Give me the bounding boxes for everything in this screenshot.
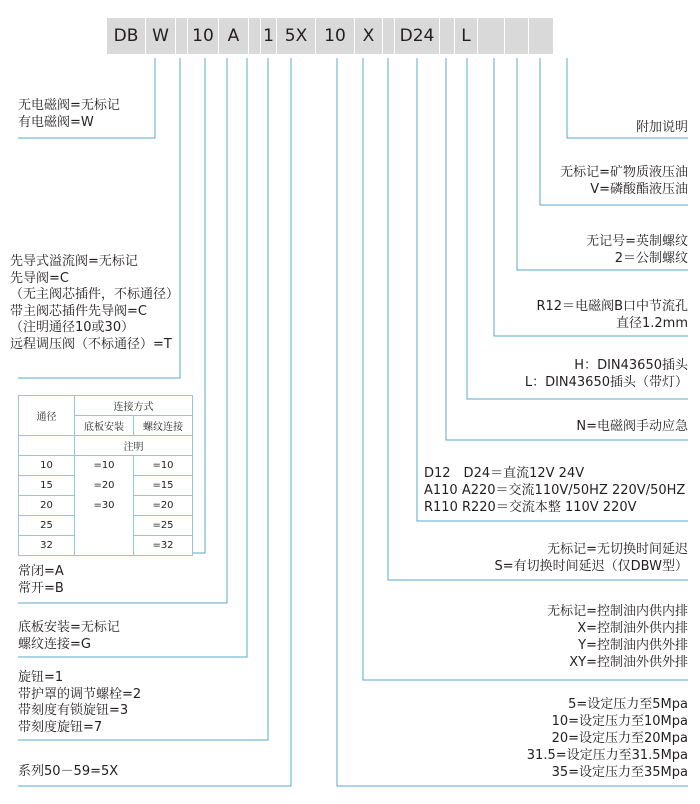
voltage-rect: R110 R220＝交流本整 110V 220V (424, 500, 637, 515)
adjust-bolt: 带护罩的调节螺栓=2 (18, 687, 142, 702)
voltage-ac: A110 A220＝交流110V/50HZ 220V/50HZ (424, 483, 686, 498)
table-header-thread: 螺纹连接 (134, 416, 193, 436)
code-box-db: DB (107, 18, 145, 54)
thread-metric: 2＝公制螺纹 (614, 251, 688, 266)
diameter-table (18, 395, 193, 556)
mount-thread: 螺纹连接=G (18, 637, 91, 652)
pressure-35: 35=设定压力至35Mpa (551, 765, 688, 780)
pilot-internal: 无标记=控制油内供内排 (547, 604, 688, 619)
adjust-lock: 带刻度有锁旋钮=3 (18, 703, 129, 718)
pilot-x: X=控制油外供内排 (577, 621, 688, 636)
thread-imperial: 无记号=英制螺纹 (586, 234, 688, 249)
solenoid-w: 有电磁阀=W (18, 115, 94, 130)
pressure-5: 5=设定压力至5Mpa (568, 697, 688, 712)
table-header-connection: 连接方式 (75, 396, 193, 416)
type-note-1: （无主阀芯插件，不标通径） (10, 287, 180, 302)
delay-none: 无标记=无切换时间延迟 (547, 542, 688, 557)
plug-l: L：DIN43650插头（带灯） (524, 375, 688, 390)
pressure-31-5: 31.5=设定压力至31.5Mpa (526, 748, 688, 763)
code-box-1: 1 (261, 18, 276, 54)
adjust-knob: 旋钮=1 (18, 670, 64, 685)
plug-h: H：DIN43650插头 (574, 358, 688, 373)
delay-s: S=有切换时间延迟（仅DBW型） (494, 559, 688, 574)
table-header-plate: 底板安装 (75, 416, 134, 436)
table-row: 10 =10 =10 (19, 456, 193, 476)
table-row: 15 =20 =15 (19, 476, 193, 496)
extra-note: 附加说明 (635, 120, 688, 135)
normally-closed: 常闭=A (18, 564, 64, 579)
type-pilot-valve: 先导阀=C (10, 271, 69, 286)
code-box-d24: D24 (395, 18, 439, 54)
orifice-diameter: 直径1.2mm (615, 316, 688, 331)
pressure-10: 10=设定压力至10Mpa (551, 714, 688, 729)
table-row: 25 =25 (19, 516, 193, 536)
series: 系列50－59=5X (18, 764, 119, 779)
line-plug (467, 58, 688, 399)
table-header-note: 注明 (75, 436, 193, 456)
line-diameter (193, 58, 205, 553)
solenoid-none: 无电磁阀=无标记 (18, 98, 120, 113)
code-box-a: A (219, 18, 248, 54)
table-header-diameter: 通径 (19, 396, 75, 436)
pilot-xy: XY=控制油外供外排 (569, 655, 688, 670)
table-row: 32 =32 (19, 536, 193, 556)
code-box-10b: 10 (316, 18, 354, 54)
oil-phosphate: V=磷酸酯液压油 (590, 182, 688, 197)
adjust-scale: 带刻度旋钮=7 (18, 720, 103, 735)
type-with-insert: 带主阀芯插件先导阀=C (10, 304, 147, 319)
code-box-10: 10 (188, 18, 218, 54)
code-box-l: L (455, 18, 477, 54)
type-remote: 远程调压阀（不标通径）=T (10, 337, 172, 352)
code-box-w: W (146, 18, 175, 54)
voltage-dc: D12 D24＝直流12V 24V (424, 466, 585, 481)
pilot-y: Y=控制油内供外排 (578, 638, 688, 653)
table-row: 20 =30 =20 (19, 496, 193, 516)
type-pilot-relief: 先导式溢流阀=无标记 (10, 254, 138, 269)
type-note-2: （注明通径10或30） (10, 320, 135, 335)
mount-plate: 底板安装=无标记 (18, 620, 120, 635)
manual-override: N=电磁阀手动应急 (576, 419, 688, 434)
oil-mineral: 无标记=矿物质液压油 (560, 165, 688, 180)
normally-open: 常开=B (18, 581, 64, 596)
orifice-r12: R12＝电磁阀B口中节流孔 (536, 299, 688, 314)
code-box-5x: 5X (277, 18, 315, 54)
pressure-20: 20=设定压力至20Mpa (551, 731, 688, 746)
code-box-x: X (355, 18, 382, 54)
